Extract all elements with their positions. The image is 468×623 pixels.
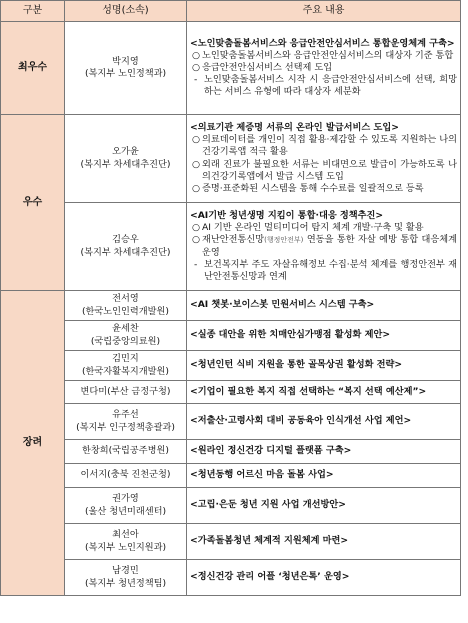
content-cell [187, 524, 461, 560]
bullet-text: 의료데이터를 개인이 직접 활용·제감할 수 있도록 지원하는 나의건강기록앱 적극 활용 [202, 134, 457, 158]
name-cell [65, 115, 187, 203]
bullet-small-note: (행정안전부) [264, 236, 304, 245]
grade-cell-top: 최우수 [1, 22, 65, 115]
name-cell [65, 404, 187, 440]
person-affiliation: (울산 청년미래센터) [84, 505, 167, 517]
person-affiliation: (한국노인인력개발원) [81, 305, 170, 317]
content-cell [187, 381, 461, 404]
bullet-marker: ○ [192, 61, 201, 73]
table-row [1, 203, 461, 291]
grade-cell-encourage: 장려 [1, 291, 65, 596]
content-title: <저출산·고령사회 대비 공동육아 인식개선 사업 제언> [190, 415, 412, 427]
bullet-point [190, 134, 457, 158]
person-name: 한창희(국립공주병원) [81, 445, 170, 457]
person-name: 변다미(부산 금정구청) [80, 385, 171, 397]
content-title: <노인맞춤돌봄서비스와 응급안전안심서비스 통합운영체계 구축> [190, 37, 455, 49]
person-affiliation: (한국자활복지개발원) [81, 365, 170, 377]
table-row [1, 22, 461, 115]
person-name: 전서영 [112, 293, 139, 305]
table-row [1, 440, 461, 464]
content-title: <원라인 정신건강 디지털 플랫폼 구축> [190, 445, 352, 457]
name-cell [65, 440, 187, 464]
bullet-text: 재난안전통신망 [202, 234, 265, 246]
content-cell [187, 321, 461, 351]
person-affiliation: (복지부 청년정책팀) [84, 577, 167, 589]
person-name: 최선아 [112, 529, 139, 541]
header-name: 성명(소속) [65, 1, 187, 22]
content-title: <정신건강 관리 어플 ‘청년은톡’ 운영> [190, 571, 350, 583]
content-cell [187, 203, 461, 291]
name-cell [65, 560, 187, 596]
name-cell [65, 464, 187, 488]
header-content: 주요 내용 [187, 1, 461, 22]
person-name: 윤세찬 [112, 323, 139, 335]
person-name: 유주선 [112, 409, 139, 421]
bullet-point [190, 234, 457, 258]
person-name: 권가영 [112, 493, 139, 505]
table-row [1, 488, 461, 524]
bullet-text: 외래 진료가 불필요한 서류는 비대면으로 발급이 가능하도록 나의건강기록앱에서 발급 시스템 도입 [202, 158, 457, 182]
content-title: <기업이 필요한 복지 직접 선택하는 “복지 선택 예산제”> [190, 385, 427, 397]
sub-text: 보건복지부 주도 자살유해정보 수집·분석 체계를 행정안전부 재난안전통신망과 연계 [204, 258, 457, 282]
bullet-marker: ○ [192, 49, 201, 61]
content-cell [187, 440, 461, 464]
person-affiliation: (국립중앙의료원) [90, 335, 161, 347]
table-row [1, 464, 461, 488]
table-row [1, 381, 461, 404]
table-row [1, 321, 461, 351]
bullet-marker: ○ [192, 222, 201, 234]
bullet-point [190, 222, 457, 234]
table-body [1, 22, 461, 596]
content-title: <청년인턴 식비 지원을 통한 골목상권 활성화 전략> [190, 359, 403, 371]
person-affiliation: (복지부 노인정책과) [84, 68, 167, 79]
bullet-text: 노인맞춤돌봄서비스와 응급안전안심서비스의 대상자 기준 통합 [202, 49, 454, 61]
bullet-text: 증명·표준화된 시스템을 통해 수수료를 일괄적으로 등록 [202, 182, 424, 194]
table-row [1, 524, 461, 560]
name-cell [65, 203, 187, 291]
content-cell [187, 22, 461, 115]
content-title: <고립·은둔 청년 지원 사업 개선방안> [190, 499, 346, 511]
bullet-text-continued: 연동을 통한 자살 예방 통합 대응체계 운영 [202, 234, 457, 258]
bullet-marker: ○ [192, 134, 201, 146]
person-name: 박지영 [112, 55, 139, 67]
bullet-point [190, 50, 457, 62]
table-row [1, 115, 461, 203]
bullet-point [190, 62, 457, 74]
content-cell [187, 560, 461, 596]
content-cell [187, 464, 461, 488]
person-affiliation: (복지부 차세대추진단) [80, 158, 171, 170]
name-cell [65, 351, 187, 381]
content-title: <실종 대안을 위한 치매안심가맹점 활성화 제안> [190, 329, 391, 341]
content-cell [187, 291, 461, 321]
person-name: 남경민 [112, 565, 139, 577]
person-affiliation: (복지부 노인지원과) [84, 541, 167, 553]
person-name: 김민지 [112, 353, 139, 365]
content-title: <AI 챗봇·보이스봇 민원서비스 시스템 구축> [190, 299, 375, 311]
dash-marker: - [194, 74, 198, 86]
bullet-point [190, 183, 457, 195]
content-cell [187, 488, 461, 524]
content-title: <청년동행 어르신 마음 돌봄 사업> [190, 469, 334, 481]
person-name: 이서지(충북 진천군청) [80, 469, 171, 481]
person-name: 오가윤 [112, 146, 139, 158]
name-cell [65, 488, 187, 524]
bullet-marker: ○ [192, 182, 201, 194]
table-row [1, 351, 461, 381]
content-cell [187, 115, 461, 203]
content-title: <AI기반 청년생명 지킴이 통합·대응 정책추진> [190, 210, 384, 222]
person-name: 김승우 [112, 234, 139, 246]
table-row [1, 560, 461, 596]
name-cell [65, 381, 187, 404]
content-cell [187, 351, 461, 381]
person-affiliation: (복지부 인구정책총괄과) [76, 421, 175, 433]
bullet-point [190, 159, 457, 183]
table-header [1, 1, 461, 22]
person-affiliation: (복지부 차세대추진단) [80, 246, 171, 258]
header-grade: 구분 [1, 1, 65, 22]
content-title: <의료기관 제증명 서류의 온라인 발급서비스 도입> [190, 122, 399, 134]
sub-text: 노인맞춤돌봄서비스 시작 시 응급안전안심서비스에 선택, 희망하는 서비스 유형에 따라 대상자 세분화 [204, 74, 457, 98]
name-cell [65, 291, 187, 321]
name-cell [65, 321, 187, 351]
grade-cell-excellent: 우수 [1, 115, 65, 291]
sub-point [190, 74, 457, 98]
name-cell [65, 22, 187, 115]
table-row [1, 404, 461, 440]
bullet-text: AI 기반 온라인 멀티미디어 탐지 체계 개발·구축 및 활용 [202, 222, 424, 234]
name-cell [65, 524, 187, 560]
dash-marker: - [194, 258, 198, 270]
content-title: <가족돌봄청년 체계적 지원체계 마련> [190, 535, 349, 547]
sub-point [190, 259, 457, 283]
bullet-marker: ○ [192, 158, 201, 170]
bullet-text: 응급안전안심서비스 선택제 도입 [202, 61, 333, 73]
table-row [1, 291, 461, 321]
bullet-marker: ○ [192, 234, 201, 246]
content-cell [187, 404, 461, 440]
